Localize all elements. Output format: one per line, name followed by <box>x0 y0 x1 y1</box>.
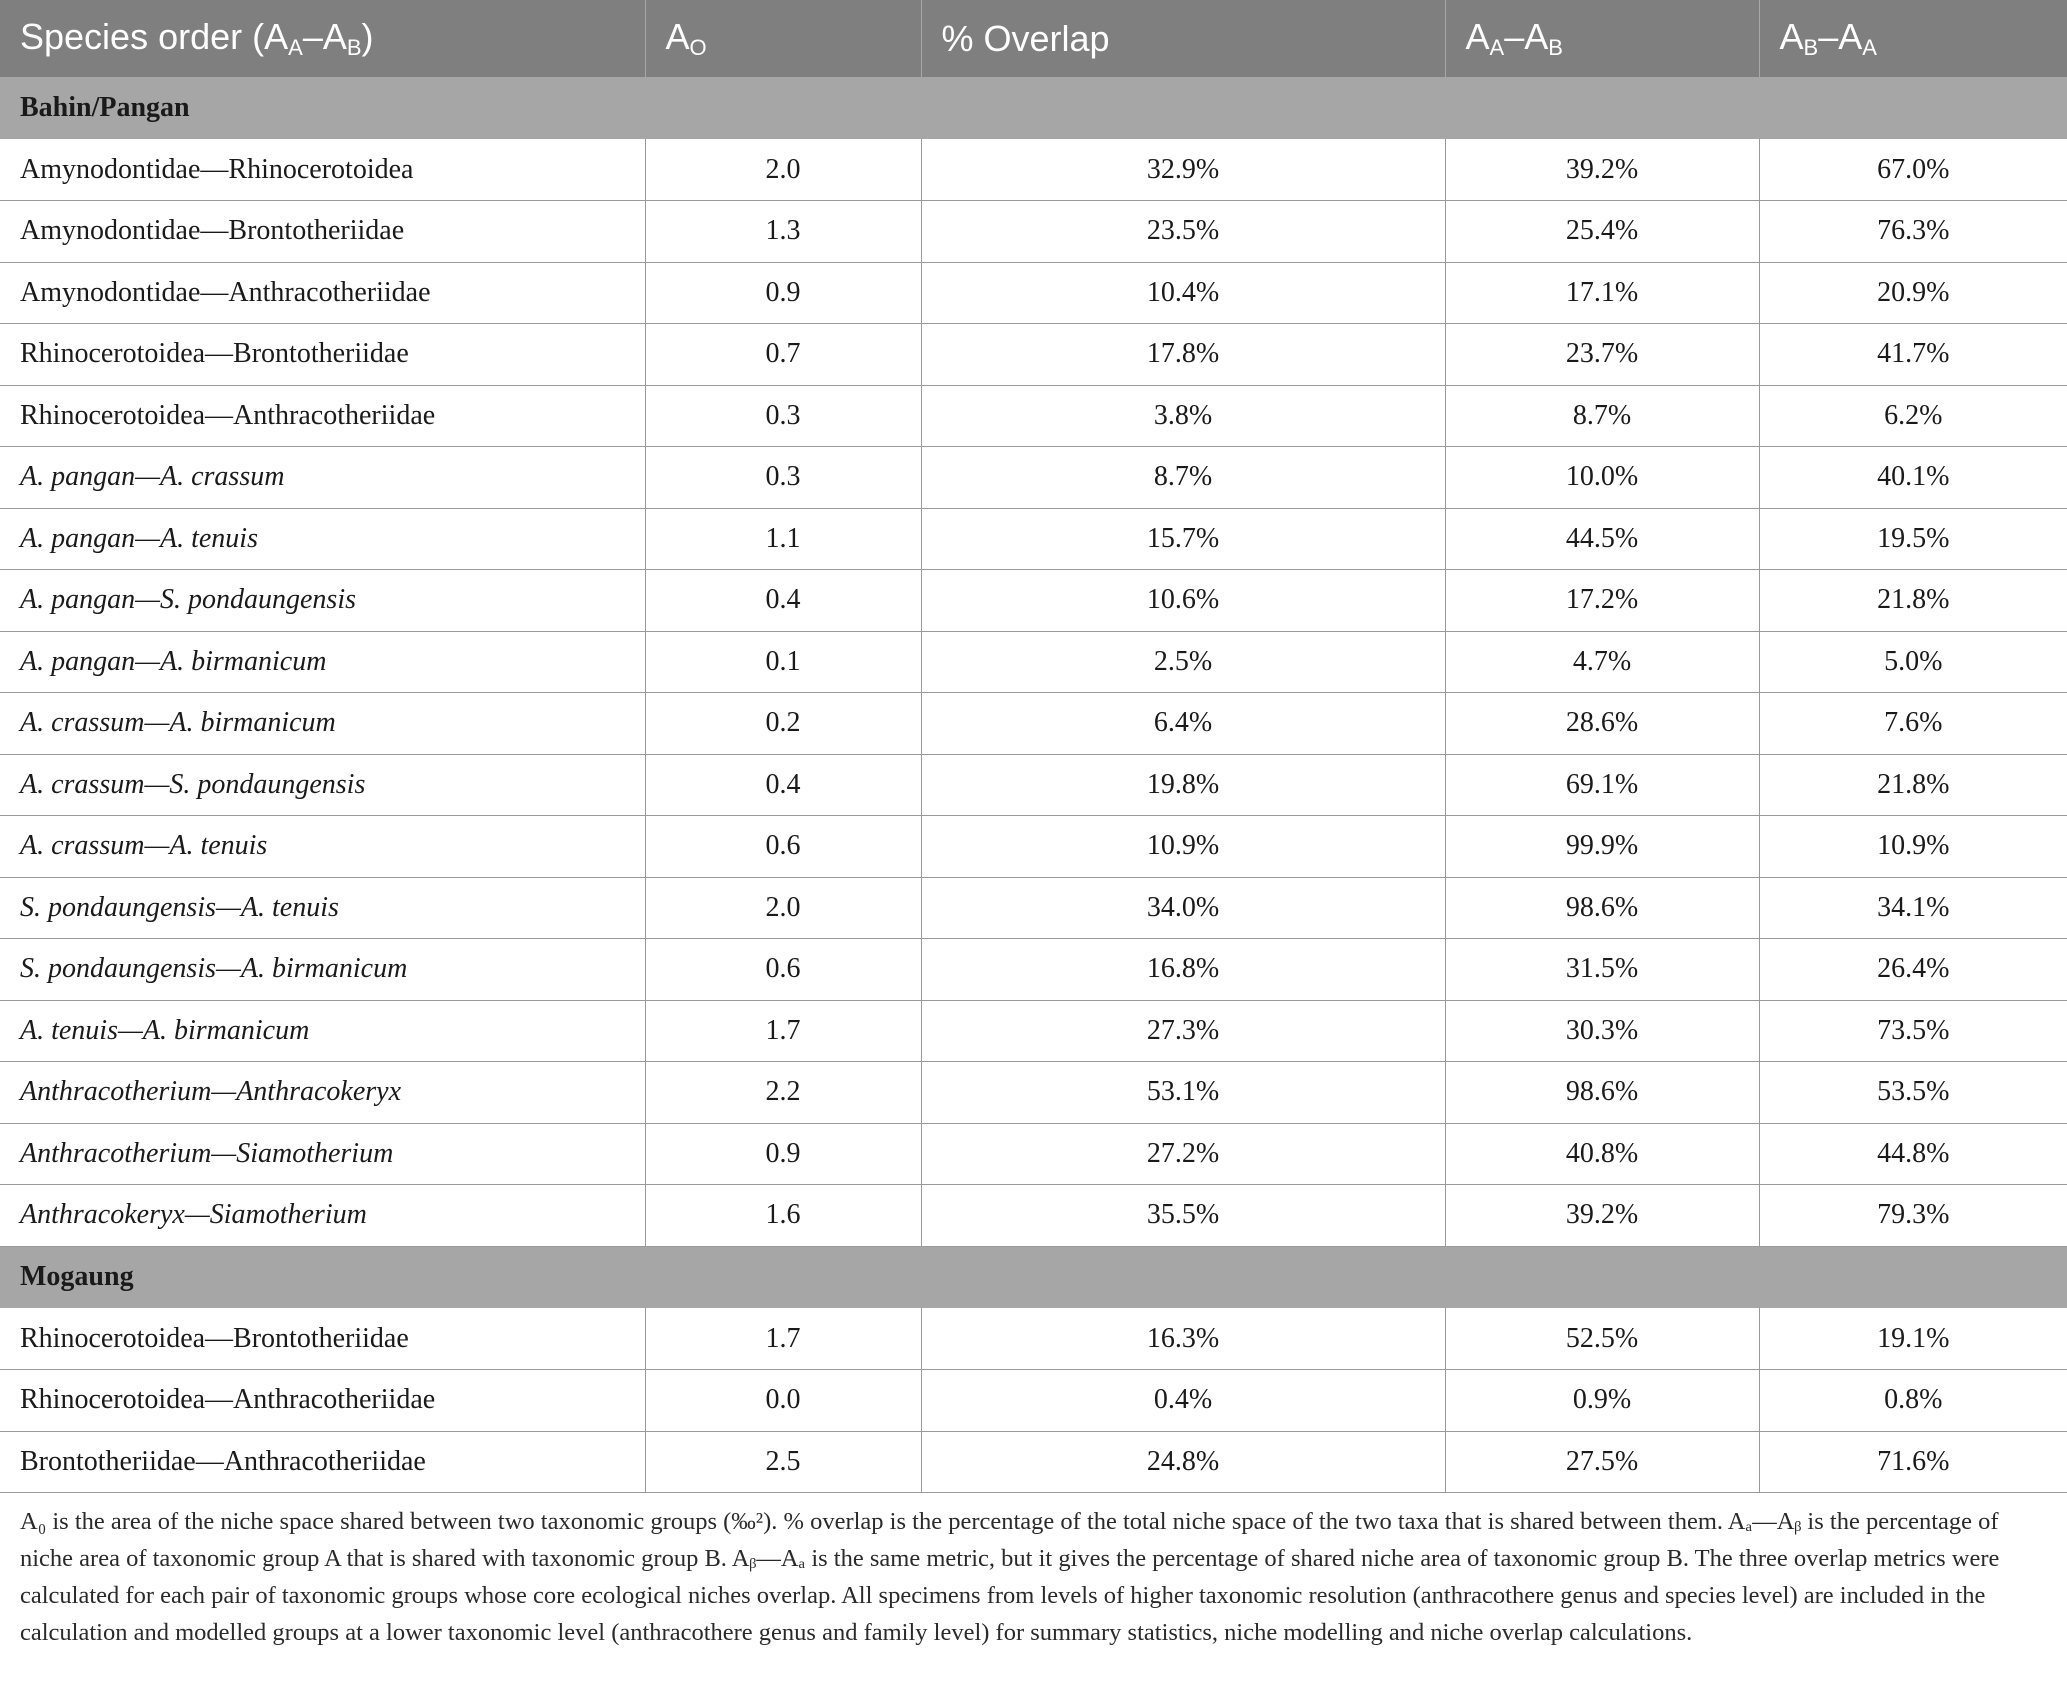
table-row <box>0 508 2067 570</box>
aa-ab-cell: 44.5% <box>1445 508 1759 570</box>
aa-ab-cell: 27.5% <box>1445 1431 1759 1493</box>
ab-aa-cell: 67.0% <box>1759 139 2067 201</box>
aa-ab-cell: 39.2% <box>1445 1185 1759 1247</box>
pair-cell: S. pondaungensis—A. birmanicum <box>0 939 645 1001</box>
ab-aa-cell: 19.5% <box>1759 508 2067 570</box>
aa-ab-cell: 98.6% <box>1445 1062 1759 1124</box>
ab-aa-cell: 6.2% <box>1759 385 2067 447</box>
pair-cell: Rhinocerotoidea—Brontotheriidae <box>0 1308 645 1370</box>
ab-aa-cell: 10.9% <box>1759 816 2067 878</box>
table-row <box>0 1308 2067 1370</box>
pair-cell: A. crassum—A. tenuis <box>0 816 645 878</box>
table-row <box>0 139 2067 201</box>
ao-cell: 0.7 <box>645 324 921 386</box>
ao-cell: 0.4 <box>645 754 921 816</box>
ab-aa-cell: 34.1% <box>1759 877 2067 939</box>
ao-cell: 0.9 <box>645 262 921 324</box>
ab-aa-cell: 76.3% <box>1759 201 2067 263</box>
table-row <box>0 262 2067 324</box>
pair-cell: Anthracotherium—Anthracokeryx <box>0 1062 645 1124</box>
table-row <box>0 447 2067 509</box>
aa-ab-cell: 10.0% <box>1445 447 1759 509</box>
ab-aa-cell: 41.7% <box>1759 324 2067 386</box>
pair-cell: A. crassum—S. pondaungensis <box>0 754 645 816</box>
pair-cell: Brontotheriidae—Anthracotheriidae <box>0 1431 645 1493</box>
aa-ab-cell: 98.6% <box>1445 877 1759 939</box>
pair-cell: Anthracotherium—Siamotherium <box>0 1123 645 1185</box>
aa-ab-cell: 31.5% <box>1445 939 1759 1001</box>
ab-aa-cell: 7.6% <box>1759 693 2067 755</box>
ao-cell: 0.4 <box>645 570 921 632</box>
pair-cell: A. pangan—A. tenuis <box>0 508 645 570</box>
ao-cell: 0.9 <box>645 1123 921 1185</box>
table-row <box>0 1062 2067 1124</box>
overlap-cell: 10.6% <box>921 570 1445 632</box>
table-row <box>0 1370 2067 1432</box>
overlap-cell: 34.0% <box>921 877 1445 939</box>
pair-cell: Anthracokeryx—Siamotherium <box>0 1185 645 1247</box>
ao-cell: 1.7 <box>645 1308 921 1370</box>
pair-cell: A. crassum—A. birmanicum <box>0 693 645 755</box>
section-title: Bahin/Pangan <box>0 77 2067 139</box>
ao-cell: 0.6 <box>645 939 921 1001</box>
ao-cell: 2.5 <box>645 1431 921 1493</box>
table-row <box>0 816 2067 878</box>
ao-cell: 1.1 <box>645 508 921 570</box>
overlap-cell: 10.4% <box>921 262 1445 324</box>
aa-ab-cell: 30.3% <box>1445 1000 1759 1062</box>
ab-aa-cell: 21.8% <box>1759 570 2067 632</box>
column-header-aa-ab: $A_A-A_B$ <box>1445 0 1759 77</box>
ab-aa-cell: 53.5% <box>1759 1062 2067 1124</box>
ab-aa-cell: 20.9% <box>1759 262 2067 324</box>
overlap-cell: 53.1% <box>921 1062 1445 1124</box>
table-footnote: A₀ is the area of the niche space shared between two taxonomic groups (‰²). % overlap is the percentage of the total niche space of the two taxa that is shared between them. Aₐ—Aᵦ is the percentage of niche area of taxonomic group A that is shared with taxonomic group B. Aᵦ—Aₐ is the same metric, but it gives the percentage of shared niche area of taxonomic group B. The three overlap metrics were calculated for each pair of taxonomic groups whose core ecological niches overlap. All specimens from levels of higher taxonomic resolution (anthracothere genus and species level) are included in the calculation and modelled groups at a lower taxonomic level (anthracothere genus and family level) for summary statistics, niche modelling and niche overlap calculations. <box>20 1508 2000 1646</box>
pair-cell: A. tenuis—A. birmanicum <box>0 1000 645 1062</box>
table-row <box>0 1431 2067 1493</box>
header-row <box>0 0 2067 77</box>
table-row <box>0 631 2067 693</box>
overlap-cell: 32.9% <box>921 139 1445 201</box>
table-row <box>0 1000 2067 1062</box>
column-header-overlap: % Overlap <box>921 0 1445 77</box>
aa-ab-cell: 23.7% <box>1445 324 1759 386</box>
ao-cell: 2.0 <box>645 139 921 201</box>
section-row <box>0 77 2067 139</box>
table-row <box>0 693 2067 755</box>
overlap-cell: 10.9% <box>921 816 1445 878</box>
ao-cell: 0.1 <box>645 631 921 693</box>
aa-ab-cell: 4.7% <box>1445 631 1759 693</box>
overlap-cell: 0.4% <box>921 1370 1445 1432</box>
table-row <box>0 754 2067 816</box>
ab-aa-cell: 40.1% <box>1759 447 2067 509</box>
ab-aa-cell: 21.8% <box>1759 754 2067 816</box>
overlap-cell: 35.5% <box>921 1185 1445 1247</box>
ab-aa-cell: 26.4% <box>1759 939 2067 1001</box>
overlap-cell: 27.3% <box>921 1000 1445 1062</box>
ao-cell: 0.6 <box>645 816 921 878</box>
pair-cell: Amynodontidae—Rhinocerotoidea <box>0 139 645 201</box>
aa-ab-cell: 0.9% <box>1445 1370 1759 1432</box>
overlap-cell: 17.8% <box>921 324 1445 386</box>
overlap-cell: 16.3% <box>921 1308 1445 1370</box>
aa-ab-cell: 17.1% <box>1445 262 1759 324</box>
section-row <box>0 1246 2067 1308</box>
pair-cell: S. pondaungensis—A. tenuis <box>0 877 645 939</box>
overlap-cell: 2.5% <box>921 631 1445 693</box>
table-row <box>0 1123 2067 1185</box>
aa-ab-cell: 28.6% <box>1445 693 1759 755</box>
ab-aa-cell: 5.0% <box>1759 631 2067 693</box>
ao-cell: 1.6 <box>645 1185 921 1247</box>
pair-cell: A. pangan—A. birmanicum <box>0 631 645 693</box>
ao-cell: 0.2 <box>645 693 921 755</box>
ab-aa-cell: 71.6% <box>1759 1431 2067 1493</box>
aa-ab-cell: 52.5% <box>1445 1308 1759 1370</box>
overlap-cell: 3.8% <box>921 385 1445 447</box>
table-row <box>0 939 2067 1001</box>
ao-cell: 2.0 <box>645 877 921 939</box>
pair-cell: Rhinocerotoidea—Anthracotheriidae <box>0 1370 645 1432</box>
column-header-ao: $A_O$ <box>645 0 921 77</box>
overlap-cell: 16.8% <box>921 939 1445 1001</box>
ao-cell: 2.2 <box>645 1062 921 1124</box>
table-row <box>0 570 2067 632</box>
column-header-ab-aa: $A_B-A_A$ <box>1759 0 2067 77</box>
pair-cell: Amynodontidae—Anthracotheriidae <box>0 262 645 324</box>
table-row <box>0 201 2067 263</box>
pair-cell: Rhinocerotoidea—Brontotheriidae <box>0 324 645 386</box>
table-row <box>0 324 2067 386</box>
table-row <box>0 877 2067 939</box>
ao-cell: 0.3 <box>645 385 921 447</box>
table-row <box>0 385 2067 447</box>
overlap-cell: 8.7% <box>921 447 1445 509</box>
column-header-species-order: Species order $(A_A-A_B)$ <box>0 0 645 77</box>
pair-cell: A. pangan—S. pondaungensis <box>0 570 645 632</box>
pair-cell: A. pangan—A. crassum <box>0 447 645 509</box>
table-body <box>0 77 2067 1493</box>
ab-aa-cell: 73.5% <box>1759 1000 2067 1062</box>
pair-cell: Amynodontidae—Brontotheriidae <box>0 201 645 263</box>
aa-ab-cell: 8.7% <box>1445 385 1759 447</box>
ab-aa-cell: 79.3% <box>1759 1185 2067 1247</box>
pair-cell: Rhinocerotoidea—Anthracotheriidae <box>0 385 645 447</box>
ao-cell: 1.7 <box>645 1000 921 1062</box>
overlap-cell: 6.4% <box>921 693 1445 755</box>
aa-ab-cell: 17.2% <box>1445 570 1759 632</box>
aa-ab-cell: 99.9% <box>1445 816 1759 878</box>
aa-ab-cell: 69.1% <box>1445 754 1759 816</box>
ao-cell: 0.3 <box>645 447 921 509</box>
aa-ab-cell: 25.4% <box>1445 201 1759 263</box>
table-header <box>0 0 2067 77</box>
ab-aa-cell: 0.8% <box>1759 1370 2067 1432</box>
overlap-cell: 23.5% <box>921 201 1445 263</box>
overlap-cell: 24.8% <box>921 1431 1445 1493</box>
aa-ab-cell: 39.2% <box>1445 139 1759 201</box>
overlap-cell: 27.2% <box>921 1123 1445 1185</box>
ab-aa-cell: 44.8% <box>1759 1123 2067 1185</box>
ab-aa-cell: 19.1% <box>1759 1308 2067 1370</box>
ao-cell: 0.0 <box>645 1370 921 1432</box>
section-title: Mogaung <box>0 1246 2067 1308</box>
table-row <box>0 1185 2067 1247</box>
overlap-cell: 15.7% <box>921 508 1445 570</box>
aa-ab-cell: 40.8% <box>1445 1123 1759 1185</box>
ao-cell: 1.3 <box>645 201 921 263</box>
overlap-cell: 19.8% <box>921 754 1445 816</box>
